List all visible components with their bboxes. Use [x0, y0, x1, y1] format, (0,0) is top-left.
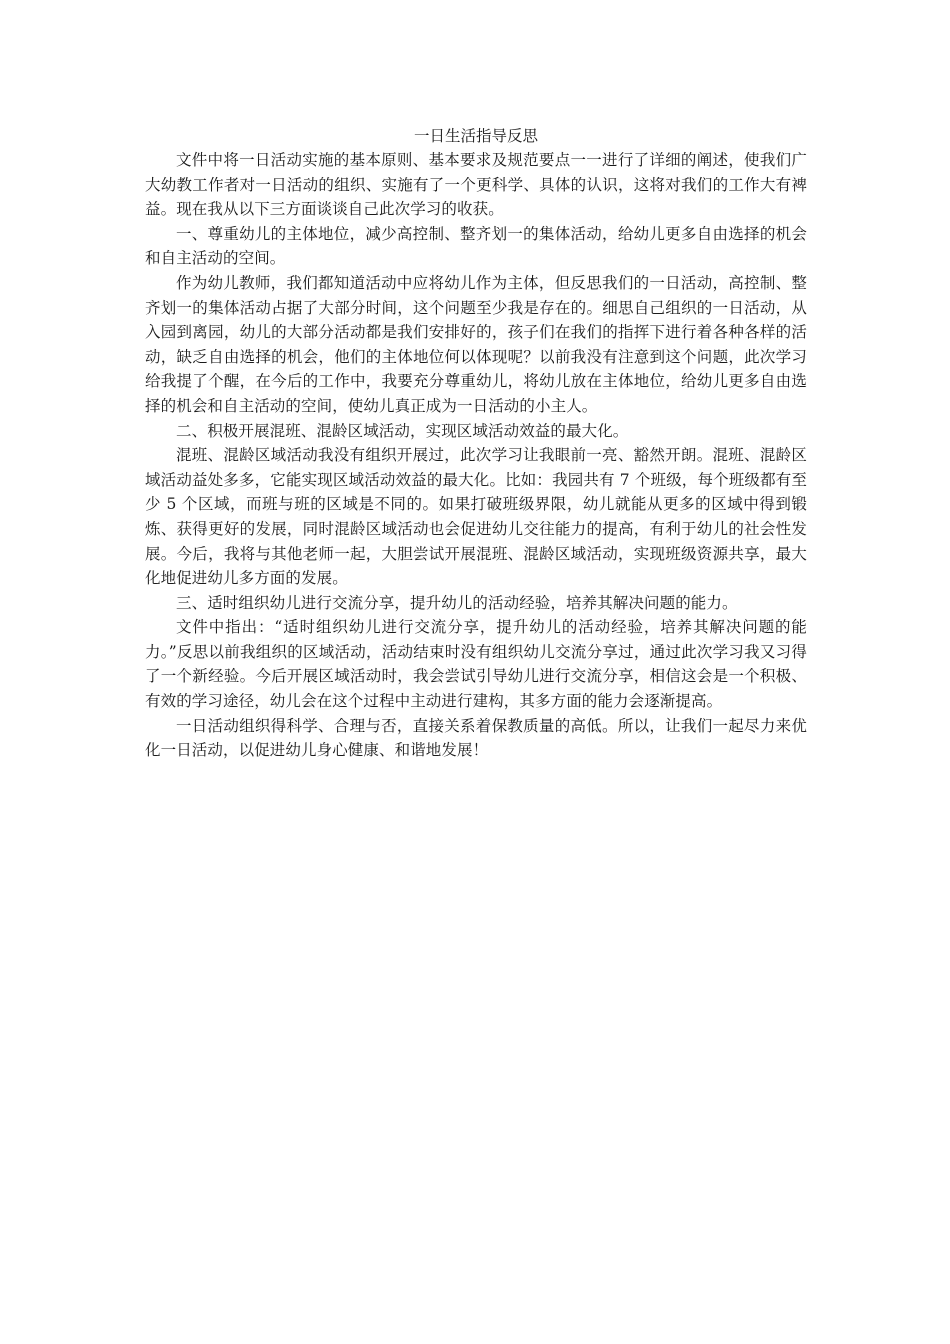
paragraph-body-one: 作为幼儿教师，我们都知道活动中应将幼儿作为主体，但反思我们的一日活动，高控制、整齐划一的集体活动占据了大部分时间，这个问题至少我是存在的。细思自己组织的一日活动，从入园到离园，幼儿的大部分活动都是我们安排好的，孩子们在我们的指挥下进行着各种各样的活动，缺乏自由选择的机会，他们的主体地位何以体现呢？以前我没有注意到这个问题，此次学习给我提了个醒，在今后的工作中，我要充分尊重幼儿，将幼儿放在主体地位，给幼儿更多自由选择的机会和自主活动的空间，使幼儿真正成为一日活动的小主人。	[145, 273, 807, 415]
paragraph-heading-three: 三、适时组织幼儿进行交流分享，提升幼儿的活动经验，培养其解决问题的能力。	[176, 593, 738, 612]
paragraph-intro: 文件中将一日活动实施的基本原则、基本要求及规范要点一一进行了详细的阐述，使我们广大幼教工作者对一日活动的组织、实施有了一个更科学、具体的认识，这将对我们的工作大有裨益。现在我从以下三方面谈谈自己此次学习的收获。	[145, 151, 807, 219]
document-title: 一日生活指导反思	[413, 127, 538, 145]
paragraph-conclusion: 一日活动组织得科学、合理与否，直接关系着保教质量的高低。所以，让我们一起尽力来优化一日活动，以促进幼儿身心健康、和谐地发展！	[145, 716, 807, 760]
paragraph-heading-two: 二、积极开展混班、混龄区域活动，实现区域活动效益的最大化。	[176, 421, 629, 440]
paragraph-body-three: 文件中指出：“适时组织幼儿进行交流分享，提升幼儿的活动经验，培养其解决问题的能力。”反思以前我组织的区域活动，活动结束时没有组织幼儿交流分享过，通过此次学习我又习得了一个新经验。今后开展区域活动时，我会尝试引导幼儿进行交流分享，相信这会是一个积极、有效的学习途径，幼儿会在这个过程中主动进行建构，其多方面的能力会逐渐提高。	[145, 618, 807, 711]
paragraph-body-two: 混班、混龄区域活动我没有组织开展过，此次学习让我眼前一亮、豁然开朗。混班、混龄区域活动益处多多，它能实现区域活动效益的最大化。比如：我园共有 7 个班级，每个班级都有至少 5 个区域，而班与班的区域是不同的。如果打破班级界限，幼儿就能从更多的区域中得到锻炼、获得更好的发展，同时混龄区域活动也会促进幼儿交往能力的提高，有利于幼儿的社会性发展。今后，我将与其他老师一起，大胆尝试开展混班、混龄区域活动，实现班级资源共享，最大化地促进幼儿多方面的发展。	[145, 446, 807, 588]
document-page	[145, 124, 807, 763]
paragraph-heading-one: 一、尊重幼儿的主体地位，减少高控制、整齐划一的集体活动，给幼儿更多自由选择的机会和自主活动的空间。	[145, 224, 807, 268]
